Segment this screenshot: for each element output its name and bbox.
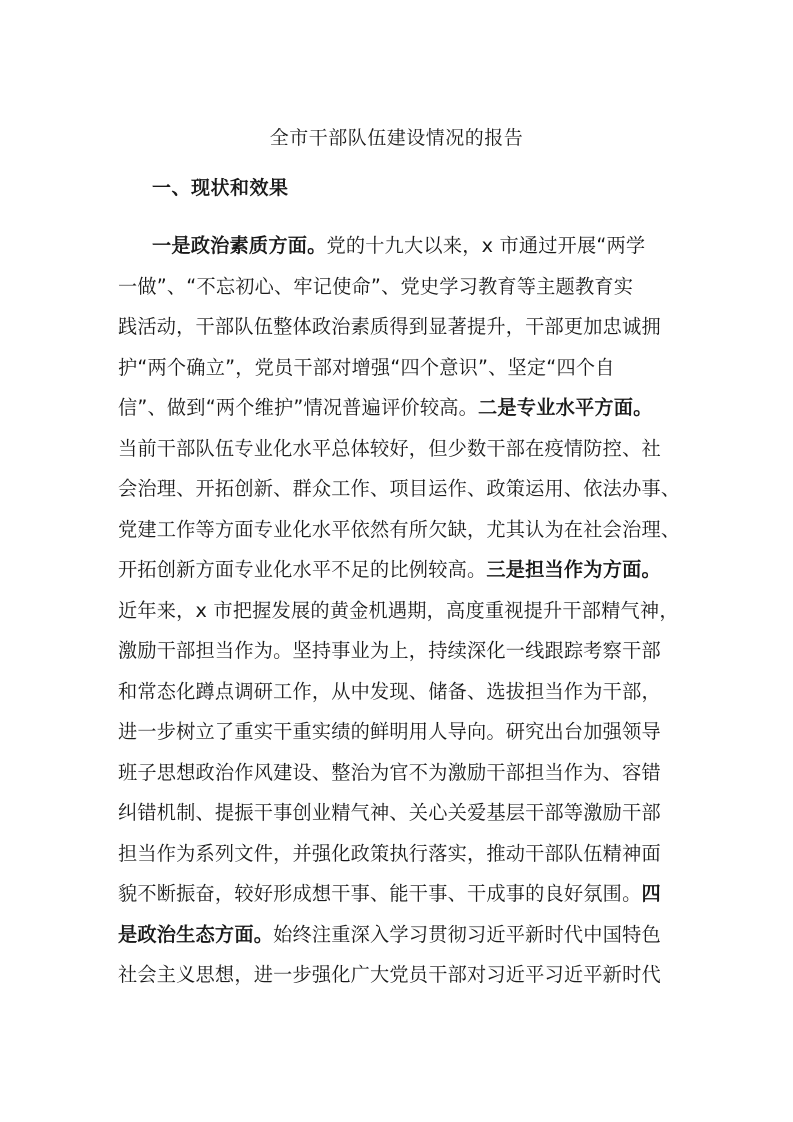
- text-segment: 践活动，干部队伍整体政治素质得到显著提升，干部更加忠诚拥: [118, 315, 661, 338]
- text-segment: 一做”、“不忘初心、牢记使命”、党史学习教育等主题教育实: [118, 274, 634, 298]
- text-segment: 社会主义思想，进一步强化广大党员干部对习近平习近平新时代: [118, 963, 661, 986]
- text-segment: 担当作为系列文件，并强化政策执行落实，推动干部队伍精神面: [118, 841, 661, 865]
- text-segment: 当前干部队伍专业化水平总体较好，但少数干部在疫情防控、社: [118, 436, 661, 460]
- text-line: [118, 793, 688, 834]
- text-line: [118, 510, 688, 551]
- text-line: [118, 955, 688, 996]
- bold-lead-phrase: 是政治生态方面。: [118, 922, 274, 946]
- text-line: [118, 591, 688, 632]
- text-segment: 党的十九大以来，x 市通过开展“两学: [326, 234, 646, 257]
- text-segment: 近年来，x 市把握发展的黄金机遇期，高度重视提升干部精气神，: [118, 598, 679, 622]
- section-heading: 一、现状和效果: [152, 177, 289, 199]
- bold-lead-phrase: 三是担当作为方面。: [486, 558, 661, 581]
- text-segment: 始终注重深入学习贯彻习近平新时代中国特色: [273, 922, 661, 946]
- text-segment: 开拓创新方面专业化水平不足的比例较高。: [118, 558, 487, 581]
- bold-lead-phrase: 二是专业水平方面。: [478, 396, 653, 419]
- text-line: [118, 469, 688, 510]
- text-line: [118, 388, 688, 429]
- text-segment: 和常态化蹲点调研工作，从中发现、储备、选拔担当作为干部，: [118, 679, 661, 703]
- body-paragraph: [118, 226, 688, 996]
- text-line: [118, 267, 688, 308]
- text-line: [118, 753, 688, 794]
- text-segment: 激励干部担当作为。坚持事业为上，持续深化一线跟踪考察干部: [118, 639, 661, 662]
- text-segment: 纠错机制、提振干事创业精气神、关心关爱基层干部等激励干部: [118, 801, 661, 824]
- text-line: [118, 874, 688, 915]
- bold-lead-phrase: 一是政治素质方面。: [152, 234, 327, 257]
- text-segment: 进一步树立了重实干重实绩的鲜明用人导向。研究出台加强领导: [118, 720, 661, 743]
- text-line: [118, 429, 688, 470]
- document-title: 全市干部队伍建设情况的报告: [269, 127, 524, 149]
- text-segment: 护“两个确立”，党员干部对增强“四个意识”、坚定“四个自: [118, 355, 615, 379]
- text-line: [118, 307, 688, 348]
- text-line: [118, 915, 688, 956]
- text-line: [118, 550, 688, 591]
- text-line: [118, 834, 688, 875]
- text-segment: 会治理、开拓创新、群众工作、项目运作、政策运用、依法办事、: [118, 477, 681, 500]
- text-line: [118, 672, 688, 713]
- text-segment: 班子思想政治作风建设、整治为官不为激励干部担当作为、容错: [118, 760, 661, 784]
- text-segment: 党建工作等方面专业化水平依然有所欠缺，尤其认为在社会治理、: [118, 517, 681, 541]
- bold-lead-phrase: 四: [641, 882, 661, 905]
- text-line: [118, 348, 688, 389]
- text-line: [118, 712, 688, 753]
- text-line: [118, 631, 688, 672]
- text-segment: 貌不断振奋，较好形成想干事、能干事、干成事的良好氛围。: [118, 882, 642, 905]
- text-segment: 信”、做到“两个维护”情况普遍评价较高。: [118, 396, 479, 419]
- text-line: [118, 226, 688, 267]
